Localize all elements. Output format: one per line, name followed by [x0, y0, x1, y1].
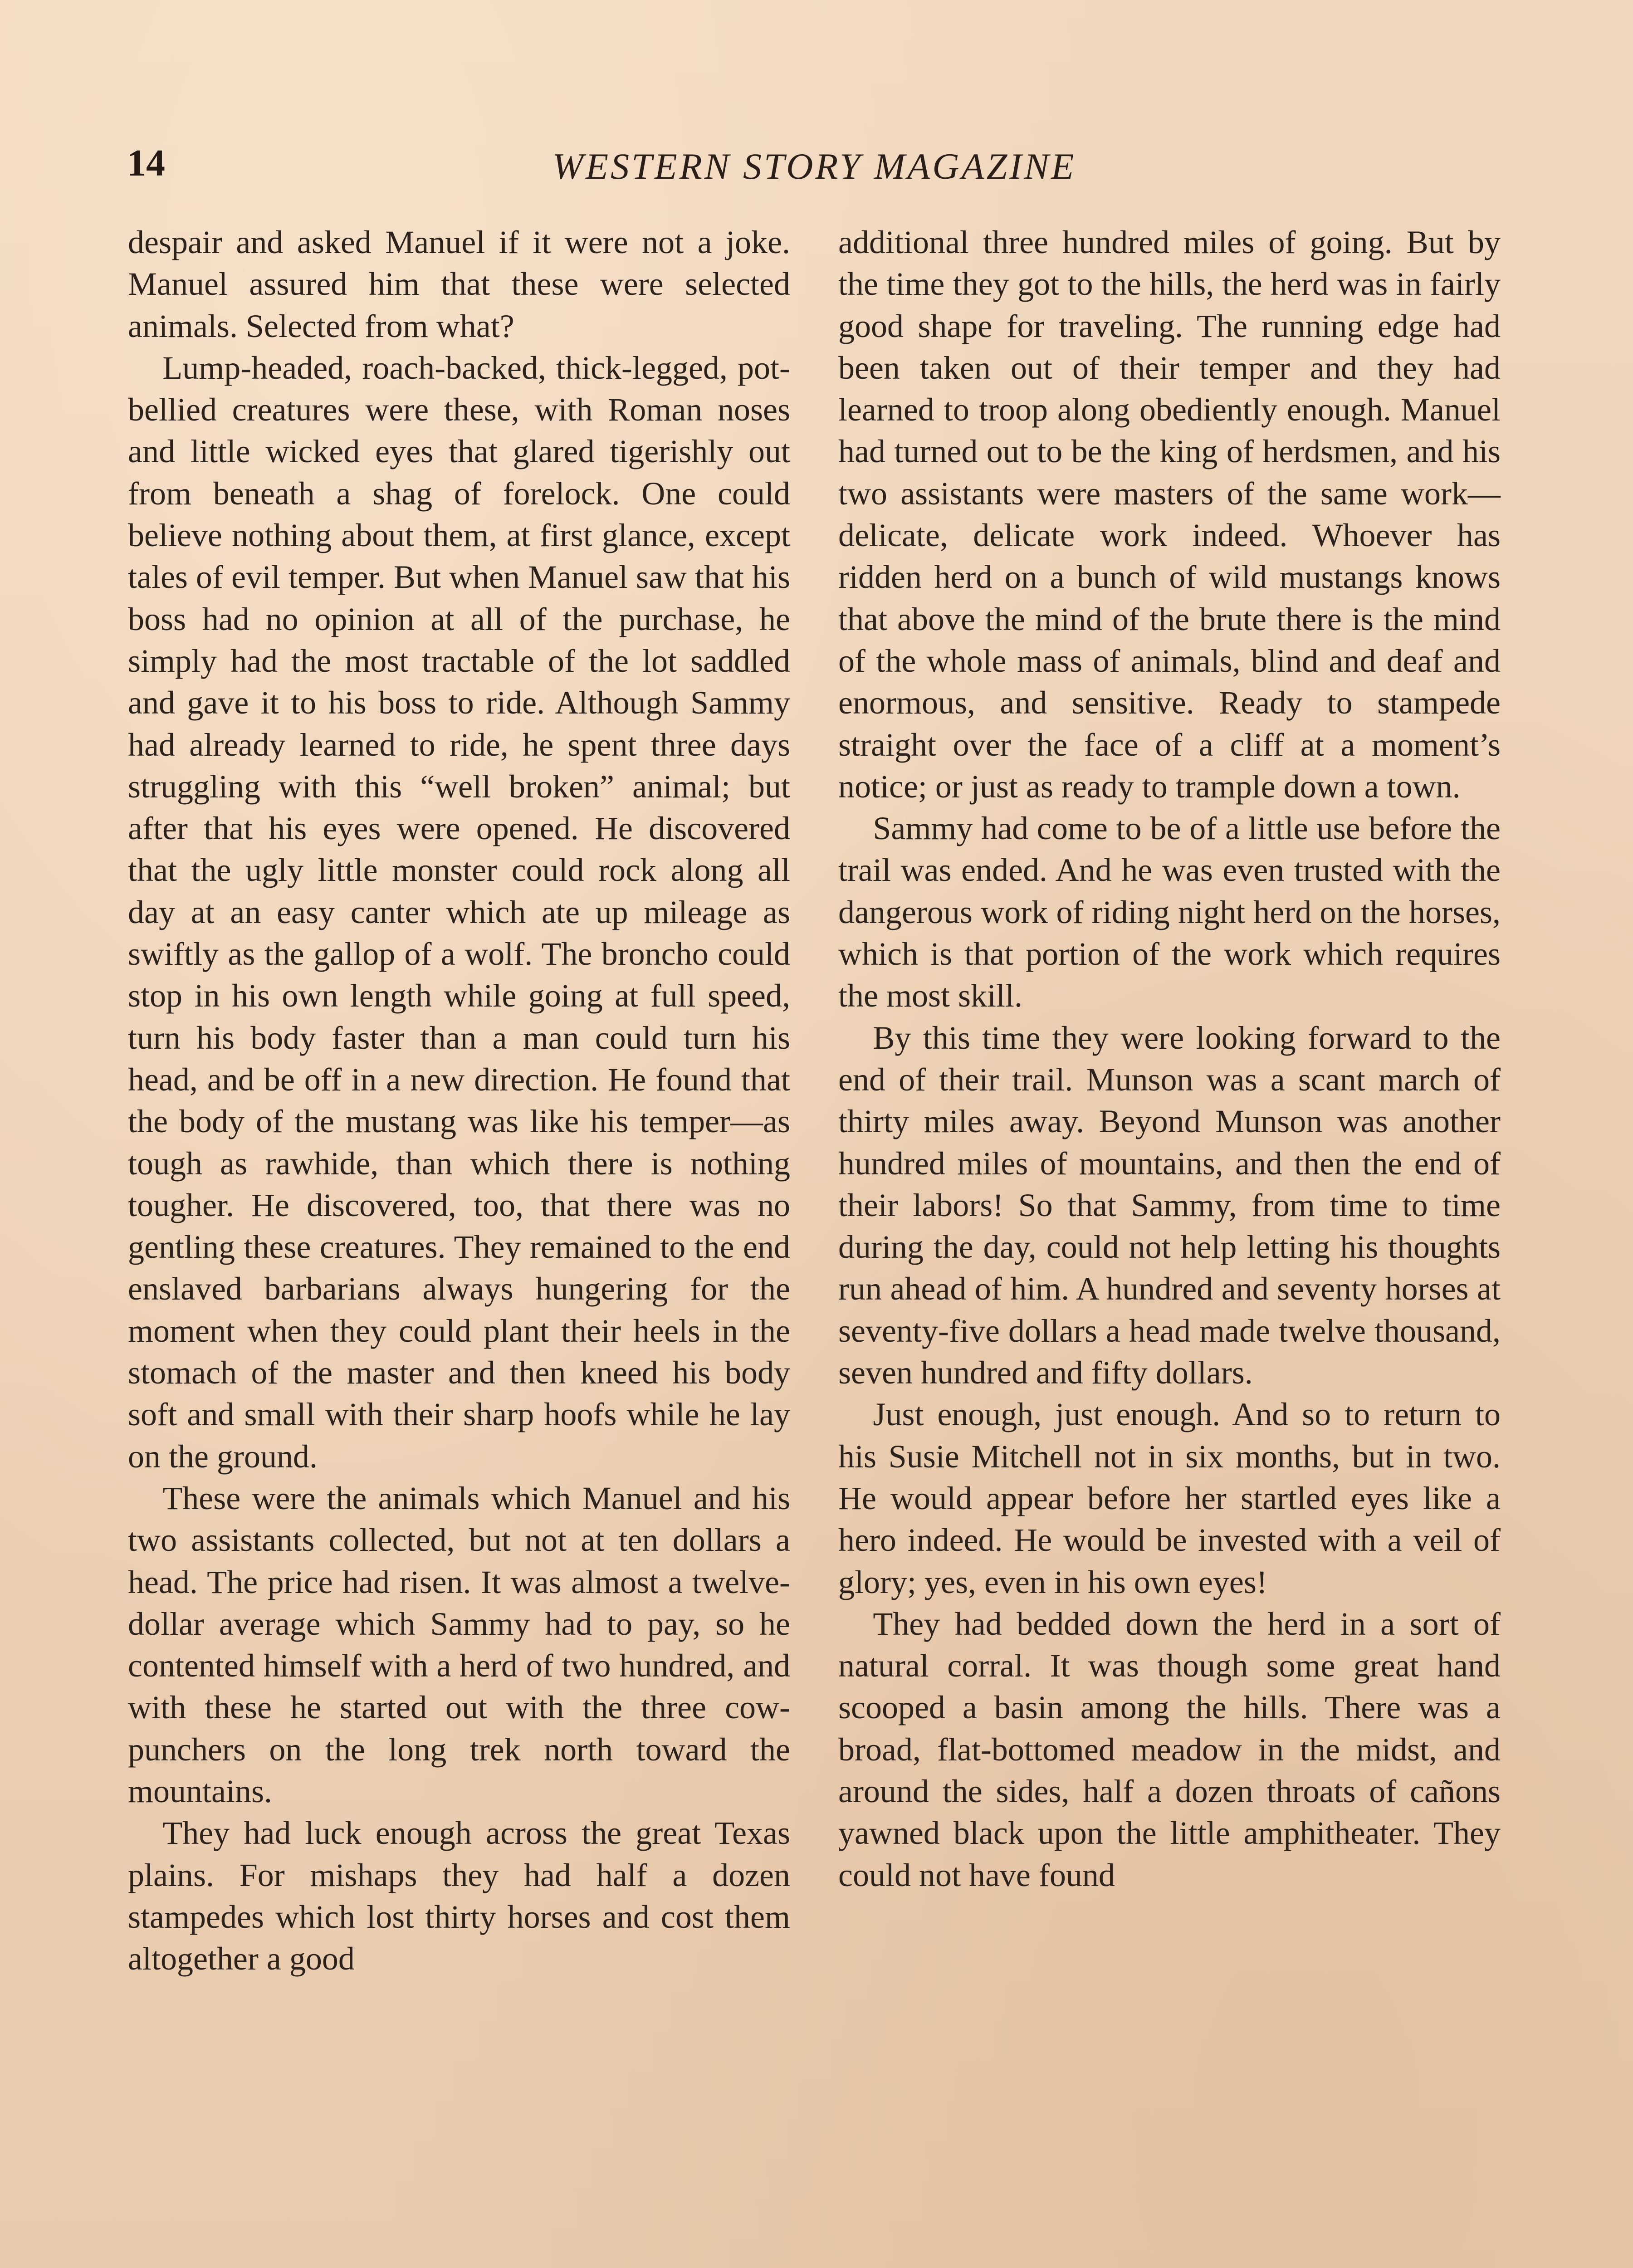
paragraph: They had luck enough across the great Texas plains. For mishaps they had half a dozen stampedes which lost thirty horses and cost them altogether a good	[128, 1815, 790, 1977]
paragraph: Lump-headed, roach-backed, thick-legged, pot-bellied creatures were these, with Roman noses and little wicked eyes that glared tigerishly out from beneath a shag of forelock. One could believe nothing about them, at first glance, except tales of evil temper. But when Manuel saw that his boss had no opinion at all of the purchase, he simply had the most tractable of the lot saddled and gave it to his boss to ride. Although Sammy had already learned to ride, he spent three days struggling with this “well broken” animal; but after that his eyes were opened. He discovered that the ugly little monster could rock along all day at an easy canter which ate up mileage as swiftly as the gallop of a wolf. The broncho could stop in his own length while going at full speed, turn his body faster than a man could turn his head, and be off in a new direction. He found that the body of the mustang was like his temper—as tough as rawhide, than which there is nothing tougher. He discovered, too, that there was no gentling these creatures. They remained to the end enslaved barbarians always hungering for the moment when they could plant their heels in the stomach of the master and then kneed his body soft and small with their sharp hoofs while he lay on the ground.	[128, 349, 790, 1475]
paragraph: By this time they were looking forward to the end of their trail. Munson was a scant march of thirty miles away. Beyond Munson was another hundred miles of mountains, and then the end of their labors! So that Sammy, from time to time during the day, could not help letting his thoughts run ahead of him. A hundred and seventy horses at seventy-five dollars a head made twelve thousand, seven hundred and fifty dollars.	[838, 1019, 1501, 1391]
paragraph: Sammy had come to be of a little use before the trail was ended. And he was even trusted with the dangerous work of riding night herd on the horses, which is that portion of the work which requires the most skill.	[838, 810, 1501, 1014]
paragraph: additional three hundred miles of going. But by the time they got to the hills, the herd was in fairly good shape for traveling. The running edge had been taken out of their temper and they had learned to troop along obediently enough. Manuel had turned out to be the king of herdsmen, and his two assistants were masters of the same work—delicate, delicate work indeed. Whoever has ridden herd on a bunch of wild mustangs knows that above the mind of the brute there is the mind of the whole mass of animals, blind and deaf and enormous, and sensitive. Ready to stampede straight over the face of a cliff at a moment’s notice; or just as ready to trample down a town.	[838, 224, 1501, 805]
paragraph: Just enough, just enough. And so to return to his Susie Mitchell not in six months, but in two. He would appear before her startled eyes like a hero indeed. He would be invested with a veil of glory; yes, even in his own eyes!	[838, 1396, 1501, 1600]
left-column	[128, 221, 790, 1980]
paragraph: despair and asked Manuel if it were not a joke. Manuel assured him that these were selected animals. Selected from what?	[128, 224, 790, 344]
paragraph: These were the animals which Manuel and his two assistants collected, but not at ten dollars a head. The price had risen. It was almost a twelve-dollar average which Sammy had to pay, so he contented himself with a herd of two hundred, and with these he started out with the three cow-punchers on the long trek north toward the mountains.	[128, 1480, 790, 1809]
right-column	[838, 221, 1501, 1896]
page-number: 14	[127, 142, 165, 184]
page-header	[127, 144, 1501, 194]
paragraph: They had bedded down the herd in a sort of natural corral. It was though some great hand scooped a basin among the hills. There was a broad, flat-bottomed meadow in the midst, and around the sides, half a dozen throats of cañons yawned black upon the little amphitheater. They could not have found	[838, 1605, 1501, 1893]
running-head: WESTERN STORY MAGAZINE	[552, 146, 1076, 187]
